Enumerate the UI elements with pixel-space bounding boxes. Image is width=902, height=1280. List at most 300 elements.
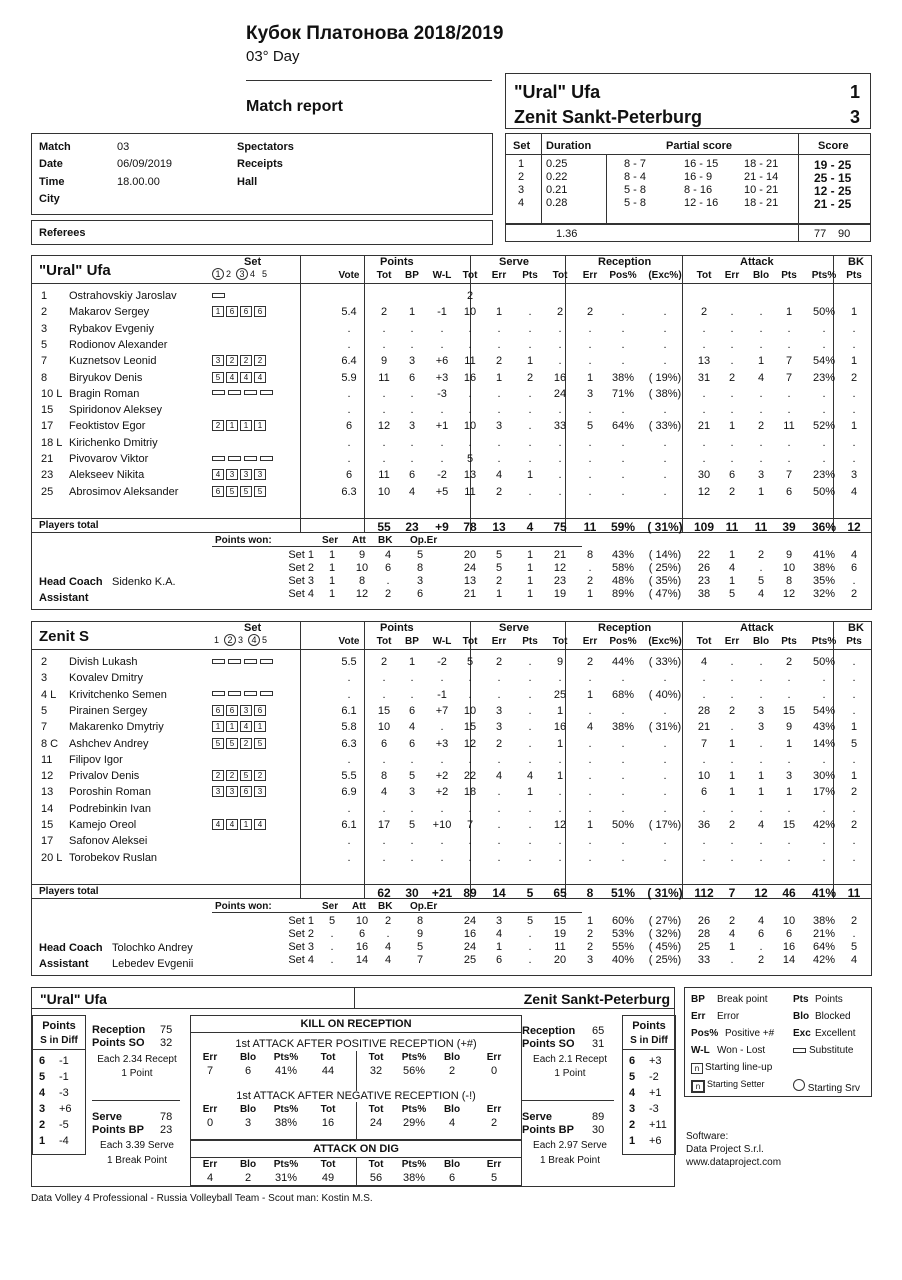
col-header-pts: Pts	[846, 636, 862, 647]
lineup-position: 2	[226, 770, 238, 781]
rotation-diff: -2	[649, 1071, 659, 1083]
set-label: Set 2	[288, 928, 314, 940]
player-stat: +2	[435, 786, 449, 799]
player-stat: .	[558, 453, 562, 465]
rotation-number: 3	[39, 1103, 46, 1115]
points-header: Points	[380, 256, 414, 268]
kill-header: Err	[202, 1159, 218, 1170]
player-row	[32, 371, 871, 386]
player-stat: 1	[850, 721, 858, 734]
lineup-position: 6	[254, 306, 266, 317]
substitute-icon	[244, 390, 257, 395]
player-stat: .	[440, 453, 444, 465]
player-stat: ( 40%)	[648, 688, 682, 701]
player-stat: 8	[380, 770, 388, 783]
points-won-label: Points won:	[215, 535, 272, 546]
lineup-position: 1	[240, 819, 252, 830]
player-stat: .	[822, 672, 826, 685]
set-stat: 1	[328, 588, 336, 600]
attack-on-dig-box	[190, 1140, 522, 1186]
player-stat: .	[822, 436, 826, 449]
set-row-cell: 16 - 15	[684, 158, 719, 170]
lineup-position: 6	[226, 705, 238, 716]
total-stat: 39	[782, 520, 796, 534]
substitute-icon	[244, 659, 257, 664]
player-stat: .	[528, 688, 532, 701]
kill-value: 2	[490, 1117, 498, 1129]
player-stat: .	[663, 338, 667, 351]
kill-header: Tot	[320, 1159, 336, 1170]
b-reception-value: 65	[592, 1025, 605, 1037]
set-row-cell: 25 - 15	[814, 171, 852, 185]
player-stat: .	[588, 835, 592, 848]
player-stat: 2	[380, 306, 388, 319]
player-stat: .	[621, 322, 625, 335]
lineup-position: 4	[226, 372, 238, 383]
lineup-position: 2	[254, 770, 266, 781]
software-website[interactable]: www.dataproject.com	[686, 1157, 782, 1168]
player-stat: .	[588, 737, 592, 750]
player-sets	[212, 770, 268, 781]
total-stat: 112	[694, 886, 714, 900]
player-row	[32, 468, 871, 483]
kill-header: Blo	[239, 1104, 257, 1115]
player-stat: .	[787, 404, 791, 417]
player-name: Rybakov Evgeniy	[69, 322, 154, 335]
player-stat: 22	[463, 770, 477, 783]
total-stat: 62	[377, 886, 391, 900]
player-number: 20 L	[41, 851, 63, 864]
player-number: 7	[41, 355, 48, 368]
sets-header-set: Set	[513, 140, 531, 152]
player-sets	[212, 306, 268, 317]
rotation-number: 3	[629, 1103, 636, 1115]
software-company: Data Project S.r.l.	[686, 1144, 764, 1155]
player-stat: 71%	[611, 387, 635, 400]
set-stat: 25	[697, 941, 711, 953]
player-stat: .	[497, 835, 501, 848]
player-stat: 5.5	[341, 656, 357, 668]
assistant-label: Assistant	[39, 592, 89, 604]
kill-value: 31%	[274, 1172, 298, 1184]
substitute-icon	[260, 390, 273, 395]
lineup-position: 4	[254, 819, 266, 830]
player-stat: .	[382, 851, 386, 864]
player-stat: .	[787, 453, 791, 465]
a-serve-label: Serve	[92, 1111, 122, 1123]
setter-box-icon: n	[691, 1080, 705, 1093]
player-stat: .	[468, 753, 472, 766]
player-stat: .	[702, 835, 706, 848]
lineup-position: 3	[254, 469, 266, 480]
set-number: 5	[262, 269, 268, 279]
player-name: Safonov Aleksei	[69, 835, 148, 848]
player-row	[32, 737, 871, 752]
total-stat: 13	[492, 520, 506, 534]
set-stat: 4	[850, 954, 858, 966]
player-stat: .	[621, 355, 625, 368]
player-stat: .	[702, 387, 706, 400]
lineup-position: 5	[212, 738, 224, 749]
set-stat: 4	[384, 954, 392, 966]
set-stat: 6	[850, 562, 858, 574]
assistant-name: Lebedev Evgenii	[112, 958, 194, 970]
total-stat: 12	[754, 886, 768, 900]
player-stat: 5	[586, 420, 594, 433]
total-stat: ( 31%)	[647, 886, 683, 900]
set-stat: 5	[850, 941, 858, 953]
kill-header: Blo	[443, 1159, 461, 1170]
player-stat: 17	[377, 819, 391, 831]
player-stat: .	[410, 387, 414, 400]
spectators-label: Spectators	[237, 141, 294, 153]
team-name: Zenit S	[39, 628, 90, 645]
player-stat: ( 33%)	[648, 656, 682, 668]
head-coach-name: Tolochko Andrey	[112, 942, 193, 954]
player-stat: .	[663, 802, 667, 815]
total-points-a: 77	[814, 228, 827, 240]
player-stat: 5	[466, 656, 474, 668]
lineup-box-icon: n	[691, 1063, 703, 1074]
player-stat: .	[440, 404, 444, 417]
player-number: 1	[41, 290, 48, 302]
player-stat: .	[852, 453, 856, 465]
col-header-err: Err	[582, 270, 598, 281]
legend-pts-text: Points	[815, 994, 843, 1005]
kill-value: 29%	[402, 1117, 426, 1129]
player-stat: +2	[435, 770, 449, 783]
player-row	[32, 419, 871, 434]
col-header-err: Err	[582, 636, 598, 647]
player-sets	[212, 420, 268, 431]
col-header-tot: Tot	[462, 636, 478, 647]
set-stat: 1	[728, 575, 736, 587]
player-stat: .	[528, 485, 532, 498]
player-stat: 2	[728, 371, 736, 384]
player-stat: .	[663, 306, 667, 319]
legend-blo: Blo	[793, 1011, 810, 1022]
player-name: Feoktistov Egor	[69, 420, 146, 433]
player-stat: 2	[495, 737, 503, 750]
player-name: Torobekov Ruslan	[69, 851, 158, 864]
player-number: 2	[41, 656, 48, 668]
player-stat: .	[528, 404, 532, 417]
b-each-serve: Each 2.97 Serve	[533, 1140, 607, 1151]
player-stat: .	[528, 387, 532, 400]
serve-header: Serve	[499, 622, 529, 634]
b-reception-label: Reception	[522, 1025, 576, 1037]
player-stat: 1	[785, 306, 793, 319]
player-stat: .	[787, 802, 791, 815]
lineup-position: 2	[226, 355, 238, 366]
kill-header: Pts%	[273, 1052, 299, 1063]
points-won-header: Att	[352, 901, 366, 912]
starting-srv-circle-icon	[793, 1079, 805, 1091]
player-stat: .	[621, 753, 625, 766]
player-stat: 2	[466, 290, 474, 302]
player-stat: .	[702, 851, 706, 864]
player-stat: 6	[728, 469, 736, 482]
set-row-cell: 0.25	[546, 158, 568, 170]
day-label: 03° Day	[246, 48, 300, 65]
player-stat: .	[497, 453, 501, 465]
player-stat: .	[787, 436, 791, 449]
col-header-wl: W-L	[432, 270, 452, 281]
player-sets	[212, 453, 276, 464]
player-stat: 10	[463, 704, 477, 717]
player-stat: 1	[586, 819, 594, 831]
set-row-cell: 0.28	[546, 197, 568, 209]
col-header-exc: (Exc%)	[648, 270, 682, 281]
player-stat: .	[528, 672, 532, 685]
player-stat: .	[663, 436, 667, 449]
match-label: Match	[39, 141, 71, 153]
total-duration: 1.36	[556, 228, 578, 240]
set-label: Set 4	[288, 588, 314, 600]
set-stat: 8	[586, 549, 594, 561]
points-won-header: Op.Er	[410, 901, 438, 912]
player-stat: .	[730, 656, 734, 668]
kill-value: 2	[448, 1065, 456, 1077]
player-stat: 10	[697, 770, 711, 783]
player-stat: 3	[408, 420, 416, 433]
player-name: Ashchev Andrey	[69, 737, 149, 750]
player-row	[32, 354, 871, 369]
player-stat: .	[382, 453, 386, 465]
points-won-header: Op.Er	[410, 535, 438, 546]
player-stat: 1	[850, 355, 858, 368]
a-serve-value: 78	[160, 1111, 173, 1123]
lineup-position: 3	[254, 786, 266, 797]
player-stat: 24	[553, 387, 567, 400]
player-stat: .	[702, 404, 706, 417]
set-stat: 5	[328, 915, 336, 927]
player-stat: 68%	[611, 688, 635, 701]
reception-header: Reception	[598, 622, 652, 634]
set-number: 4	[248, 634, 260, 646]
player-stat: .	[468, 688, 472, 701]
player-stat: .	[730, 436, 734, 449]
player-stat: .	[787, 338, 791, 351]
player-number: 14	[41, 802, 54, 815]
set-stat: 4	[495, 928, 503, 940]
player-stat: 15	[377, 704, 391, 717]
legend-err-text: Error	[717, 1011, 740, 1022]
set-stat: ( 27%)	[648, 915, 682, 927]
summary-team-b: Zenit Sankt-Peterburg	[523, 991, 670, 1007]
player-stat: .	[440, 851, 444, 864]
lineup-position: 6	[212, 486, 224, 497]
player-row	[32, 289, 871, 304]
player-stat: .	[497, 802, 501, 815]
player-stat: .	[382, 753, 386, 766]
set-stat: 23	[553, 575, 567, 587]
player-stat: 23%	[812, 371, 836, 384]
player-stat: .	[497, 786, 501, 799]
player-stat: .	[558, 469, 562, 482]
legend-substitute-text: Substitute	[809, 1045, 854, 1056]
set-stat: .	[330, 928, 334, 940]
player-stat: .	[702, 436, 706, 449]
player-stat: .	[822, 688, 826, 701]
player-stat: .	[852, 322, 856, 335]
set-stat: 16	[463, 928, 477, 940]
legend-setter	[691, 1080, 765, 1093]
player-stat: .	[621, 835, 625, 848]
points-label-b: Points	[632, 1020, 666, 1032]
substitute-icon	[212, 456, 225, 461]
player-stat: 1	[850, 306, 858, 319]
player-stat: -2	[437, 656, 447, 668]
player-stat: -3	[437, 387, 447, 400]
player-stat: .	[497, 436, 501, 449]
set-label: Set 1	[288, 915, 314, 927]
player-stat: .	[468, 322, 472, 335]
rotation-diff: -3	[59, 1087, 69, 1099]
set-stat: .	[528, 941, 532, 953]
set-stat: 2	[384, 915, 392, 927]
player-stat: +3	[435, 371, 449, 384]
kill-header: Pts%	[273, 1104, 299, 1115]
set-stat: ( 25%)	[648, 954, 682, 966]
player-stat: .	[702, 338, 706, 351]
player-stat: .	[730, 851, 734, 864]
player-stat: .	[588, 485, 592, 498]
player-stat: 1	[556, 704, 564, 717]
player-number: 15	[41, 819, 54, 831]
player-stat: 43%	[812, 721, 836, 734]
set-stat: 4	[728, 562, 736, 574]
player-row	[32, 403, 871, 418]
player-stat: .	[730, 306, 734, 319]
b-one-point: 1 Point	[554, 1068, 586, 1079]
set-stat: 2	[757, 954, 765, 966]
player-stat: 11	[464, 355, 476, 368]
col-header-tot: Tot	[376, 270, 392, 281]
player-stat: .	[528, 656, 532, 668]
player-stat: .	[497, 387, 501, 400]
b-points-bp-label: Points BP	[522, 1124, 574, 1136]
lineup-position: 5	[212, 372, 224, 383]
player-stat: 11	[783, 420, 795, 433]
player-sets	[212, 819, 268, 830]
lineup-position: 2	[240, 355, 252, 366]
set-stat: 16	[782, 941, 796, 953]
player-stat: .	[621, 672, 625, 685]
player-stat: 1	[850, 420, 858, 433]
player-stat: .	[588, 355, 592, 368]
set-stat: .	[759, 941, 763, 953]
set-stat: .	[528, 928, 532, 940]
total-stat: 65	[553, 886, 567, 900]
player-stat: 4	[586, 721, 594, 734]
kill-header: Err	[486, 1159, 502, 1170]
set-stat: 2	[850, 915, 858, 927]
player-stat: 23%	[812, 469, 836, 482]
player-stat: .	[558, 753, 562, 766]
rotation-number: 2	[39, 1119, 46, 1131]
set-stat: 58%	[611, 562, 635, 574]
rotation-diff: +11	[649, 1119, 667, 1131]
set-stat: .	[852, 928, 856, 940]
lineup-position: 4	[240, 721, 252, 732]
player-stat: .	[347, 753, 351, 766]
player-stat: .	[822, 851, 826, 864]
points-won-header: BK	[378, 901, 393, 912]
set-row-cell: 5 - 8	[624, 184, 647, 196]
player-stat: 52%	[812, 420, 836, 433]
player-stat: 18	[463, 786, 477, 799]
player-stat: 2	[526, 371, 534, 384]
player-number: 3	[41, 322, 48, 335]
kill-value: 6	[244, 1065, 252, 1077]
head-coach-label: Head Coach	[39, 942, 103, 954]
rotation-number: 5	[629, 1071, 636, 1083]
player-stat: 12	[697, 485, 711, 498]
player-stat: .	[347, 338, 351, 351]
set-stat: 1	[328, 562, 336, 574]
rotation-number: 5	[39, 1071, 46, 1083]
referees-label: Referees	[39, 227, 86, 239]
set-stat: 2	[586, 928, 594, 940]
set-stat: .	[386, 575, 390, 587]
lineup-position: 1	[212, 721, 224, 732]
set-label: Set 1	[288, 549, 314, 561]
lineup-position: 5	[226, 486, 238, 497]
a-each-recept: Each 2.34 Recept	[97, 1054, 177, 1065]
set-row-cell: 18 - 21	[744, 158, 779, 170]
kill-header: Err	[486, 1052, 502, 1063]
player-stat: .	[621, 453, 625, 465]
kill-value: 0	[206, 1117, 214, 1129]
set-header: Set	[244, 256, 262, 268]
player-stat: 5	[850, 737, 858, 750]
player-stat: .	[558, 851, 562, 864]
player-stat: .	[468, 404, 472, 417]
lineup-position: 6	[212, 705, 224, 716]
col-header-vote: Vote	[338, 636, 360, 647]
col-header-err: Err	[724, 270, 740, 281]
player-stat: .	[440, 753, 444, 766]
player-stat: .	[528, 835, 532, 848]
rotation-number: 1	[629, 1135, 636, 1147]
player-stat: 5.5	[341, 770, 357, 783]
attack-header: Attack	[740, 622, 774, 634]
kill-on-reception-box	[190, 1015, 522, 1140]
player-stat: .	[528, 322, 532, 335]
team-a-rotation-points	[32, 1015, 86, 1155]
player-stat: 50%	[812, 306, 836, 319]
player-stat: 44%	[611, 656, 635, 668]
total-stat: 23	[405, 520, 419, 534]
set-stat: 11	[554, 941, 566, 953]
player-stat: .	[382, 322, 386, 335]
player-stat: 4	[408, 721, 416, 734]
player-stat: .	[497, 688, 501, 701]
set-stat: 3	[416, 575, 424, 587]
player-stat: .	[468, 851, 472, 864]
player-stat: .	[730, 355, 734, 368]
player-stat: .	[440, 802, 444, 815]
player-stat: .	[410, 338, 414, 351]
set-label: Set 2	[288, 562, 314, 574]
player-stat: 3	[495, 420, 503, 433]
player-row	[32, 338, 871, 353]
rotation-number: 1	[39, 1135, 46, 1147]
player-stat: .	[410, 436, 414, 449]
player-stat: 4	[757, 371, 765, 384]
player-stat: .	[468, 835, 472, 848]
